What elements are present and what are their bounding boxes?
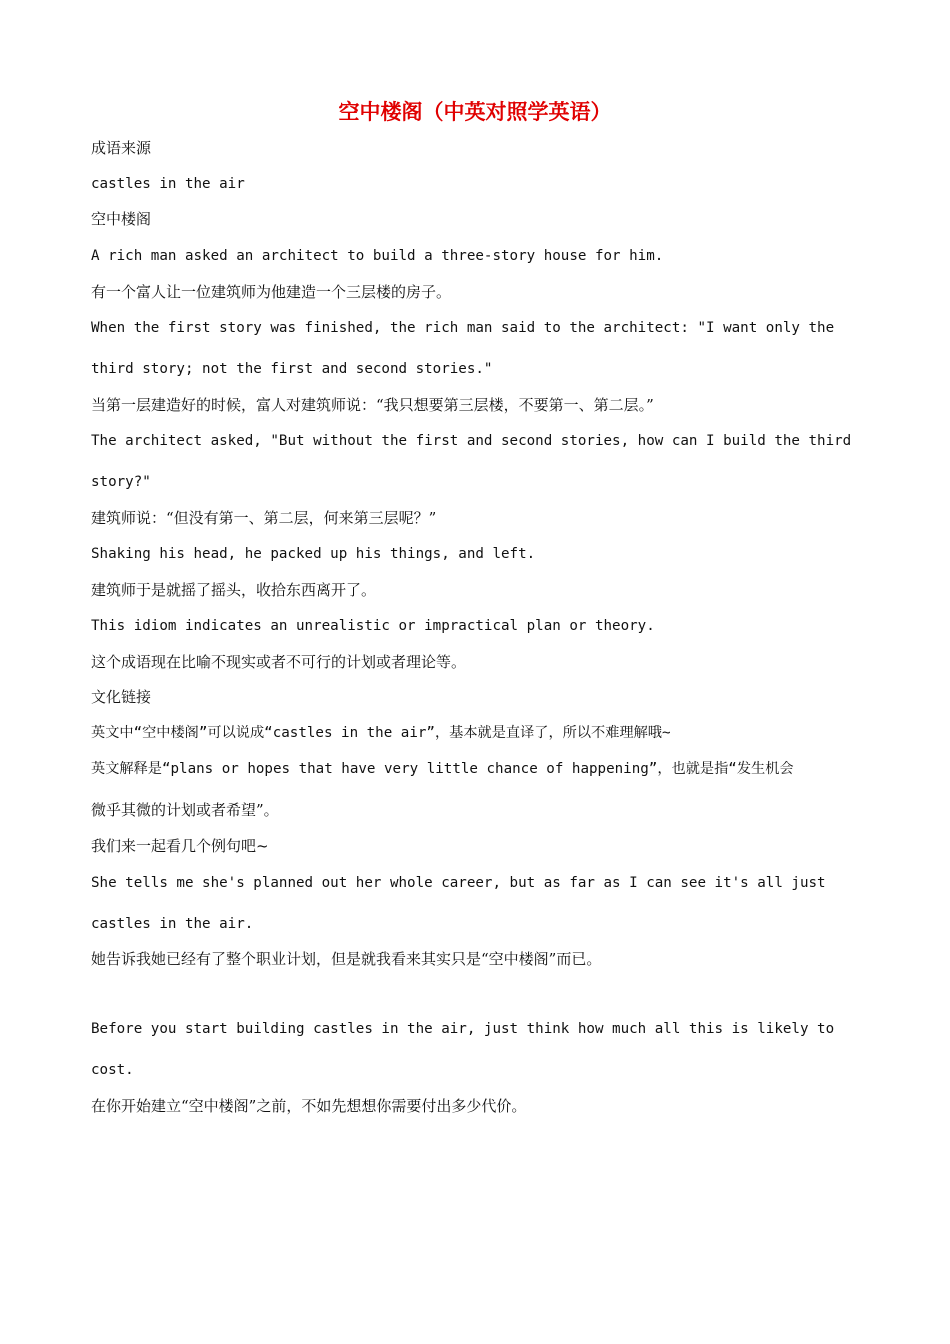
text-line: 英文中“空中楼阁”可以说成“castles in the air”，基本就是直译了，所以不难理解哦~ [91,725,671,741]
text-line: story?" [91,474,151,490]
text-line: 当第一层建造好的时候，富人对建筑师说：“我只想要第三层楼，不要第一、第二层。” [91,396,654,414]
text-line: 英文解释是“plans or hopes that have very little chance of happening”，也就是指“发生机会 [91,761,794,777]
text-line: This idiom indicates an unrealistic or impractical plan or theory. [91,618,655,634]
text-line: third story; not the first and second stories." [91,361,493,377]
text-line: Shaking his head, he packed up his things, and left. [91,546,536,562]
text-line: 微乎其微的计划或者希望”。 [91,801,279,819]
text-line: castles in the air. [91,916,254,932]
text-line: 在你开始建立“空中楼阁”之前，不如先想想你需要付出多少代价。 [91,1097,527,1115]
text-line: 空中楼阁 [91,210,152,228]
text-line: 文化链接 [91,688,152,706]
text-line: 建筑师说：“但没有第一、第二层，何来第三层呢？” [91,509,437,527]
text-line: cost. [91,1062,134,1078]
text-line: A rich man asked an architect to build a three-story house for him. [91,248,664,264]
text-line: She tells me she's planned out her whole career, but as far as I can see it's all just [91,875,826,891]
text-line: The architect asked, "But without the first and second stories, how can I build the third [91,433,852,449]
text-line: 成语来源 [91,139,152,157]
text-line: 我们来一起看几个例句吧~ [91,837,269,855]
text-line: 她告诉我她已经有了整个职业计划，但是就我看来其实只是“空中楼阁”而已。 [91,950,602,968]
text-line: When the first story was finished, the rich man said to the architect: "I want only the [91,320,835,336]
page-title: 空中楼阁（中英对照学英语） [338,100,612,124]
text-line: castles in the air [91,176,245,192]
text-line: 有一个富人让一位建筑师为他建造一个三层楼的房子。 [91,283,452,301]
text-line: 建筑师于是就摇了摇头，收拾东西离开了。 [91,581,377,599]
text-line: 这个成语现在比喻不现实或者不可行的计划或者理论等。 [91,653,467,671]
text-line: Before you start building castles in the air, just think how much all this is likely to [91,1021,835,1037]
